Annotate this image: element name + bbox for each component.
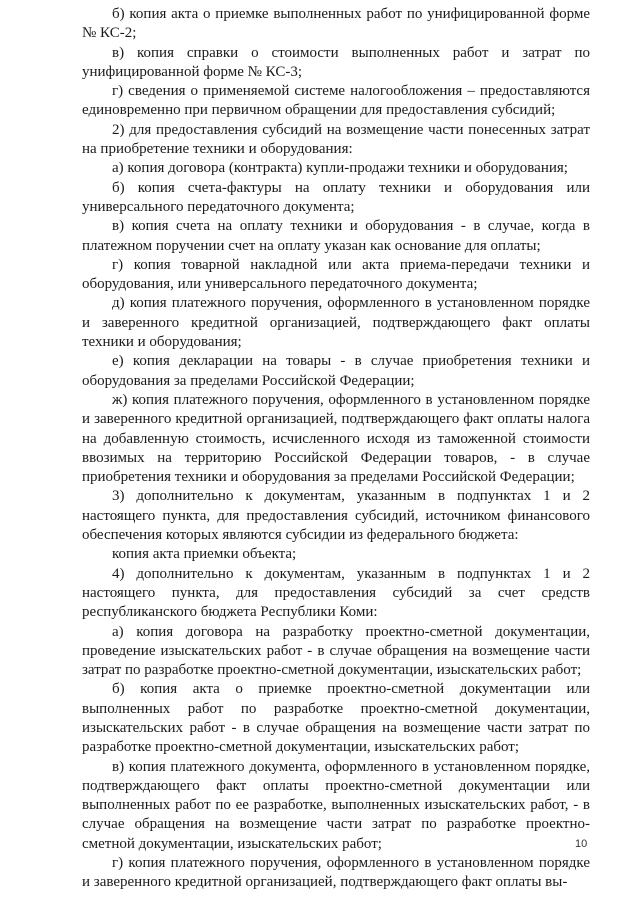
paragraph-4v-payment-document: в) копия платежного документа, оформленного в установленном порядке, подтверждающего факт оплаты проектно-сметной документации или выполненных работ по ее разработке, выполненных изыскательских работ, - в случае обращения на возмещение части затрат по разработке проектно-сметной документации, изыскательских работ; xyxy=(82,758,590,852)
paragraph-4g-payment-order: г) копия платежного поручения, оформленного в установленном порядке и заверенного кредитной организацией, подтверждающего факт оплаты вы- xyxy=(82,855,590,891)
paragraph-4a-design-contract: а) копия договора на разработку проектно-сметной документации, проведение изыскательских работ - в случае обращения на возмещение части затрат по разработке проектно-сметной документации, изыскательских работ; xyxy=(82,623,590,679)
paragraph-2-equipment: 2) для предоставления субсидий на возмещение части понесенных затрат на приобретение техники и оборудования: xyxy=(82,121,590,158)
paragraph-3-acceptance-act: копия акта приемки объекта; xyxy=(112,546,297,563)
page-number: 10 xyxy=(575,838,588,850)
paragraph-2g-waybill: г) копия товарной накладной или акта приема-передачи техники и оборудования, или универсального передаточного документа; xyxy=(82,256,590,293)
paragraph-2v-bill: в) копия счета на оплату техники и оборудования - в случае, когда в платежном поручении счет на оплату указан как основание для оплаты; xyxy=(82,218,590,254)
paragraph-1b-ks2: б) копия акта о приемке выполненных работ по унифицированной форме № КС-2; xyxy=(82,6,590,42)
paragraph-2b-invoice: б) копия счета-фактуры на оплату техники и оборудования или универсального передаточного документа; xyxy=(82,179,590,215)
paragraph-2e-declaration: е) копия декларации на товары - в случае приобретения техники и оборудования за пределами Российской Федерации; xyxy=(82,353,590,389)
paragraph-1v-ks3: в) копия справки о стоимости выполненных работ и затрат по унифицированной форме № КС-3; xyxy=(82,44,590,80)
document-body xyxy=(82,5,590,893)
paragraph-2d-payment-order: д) копия платежного поручения, оформленного в установленном порядке и заверенного кредитной организацией, подтверждающего факт оплаты техники и оборудования; xyxy=(82,295,590,351)
paragraph-1g-tax-system: г) сведения о применяемой системе налогообложения – предоставляются единовременно при первичном обращении для предоставления субсидий; xyxy=(82,83,590,119)
paragraph-2a-contract: а) копия договора (контракта) купли-продажи техники и оборудования; xyxy=(112,160,568,177)
paragraph-4b-acceptance: б) копия акта о приемке проектно-сметной документации или выполненных работ по разработке проектно-сметной документации, изыскательских работ - в случае обращения на возмещение части затрат по разработке проектно-сметной документации, изыскательских работ; xyxy=(82,681,590,756)
paragraph-2zh-vat-payment: ж) копия платежного поручения, оформленного в установленном порядке и заверенного кредитной организацией, подтверждающего факт оплаты налога на добавленную стоимость, исчисленного исходя из таможенной стоимости ввозимых на территорию Российской Федерации товаров, - в случае приобретения техники и оборудования за пределами Российской Федерации; xyxy=(82,391,590,486)
paragraph-3-federal: 3) дополнительно к документам, указанным в подпунктах 1 и 2 настоящего пункта, для предоставления субсидий, источником финансового обеспечения которых являются субсидии из федерального бюджета: xyxy=(82,488,590,544)
paragraph-4-komi-budget: 4) дополнительно к документам, указанным в подпунктах 1 и 2 настоящего пункта, для предоставления субсидий за счет средств республиканского бюджета Республики Коми: xyxy=(82,565,590,621)
